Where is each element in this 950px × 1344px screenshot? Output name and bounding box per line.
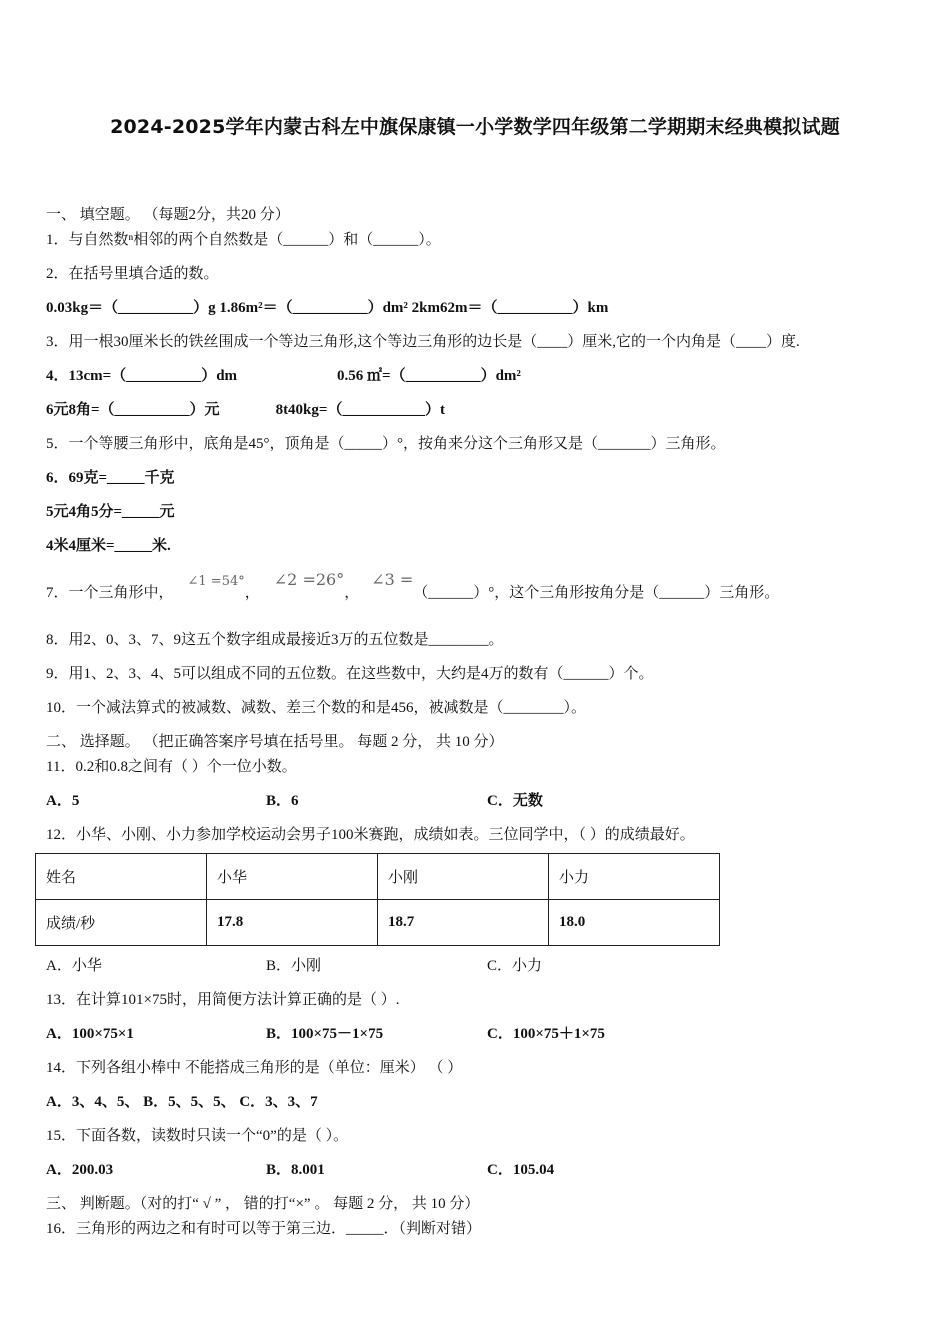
question-6a: 6．69克=_____千克 xyxy=(46,470,175,486)
option-a: A．5 xyxy=(46,793,80,809)
option-c: C．小力 xyxy=(487,958,543,974)
question-7 xyxy=(46,570,780,602)
question-6c: 4米4厘米=_____米. xyxy=(46,538,171,554)
question-4-yuan: 6元8角=（__________）元 xyxy=(46,402,220,418)
question-4-row-1 xyxy=(46,364,521,385)
question-7-separator: ， xyxy=(344,585,360,601)
angle-2-value: ∠2 =26° xyxy=(273,570,345,589)
option-a: A．100×75×1 xyxy=(46,1026,134,1042)
option-b: B．100×75－1×75 xyxy=(266,1026,384,1042)
question-14: 14．下列各组小棒中 不能搭成三角形的是（单位：厘米） （ ） xyxy=(46,1060,463,1076)
question-8: 8．用2、0、3、7、9这五个数字组成最接近3万的五位数是________。 xyxy=(46,632,504,648)
question-16: 16．三角形的两边之和有时可以等于第三边．_____．（判断对错） xyxy=(46,1221,482,1237)
question-2-conversions: 0.03kg＝（__________）g 1.86m²＝（__________）dm² 2km62m＝（__________）km xyxy=(46,300,609,316)
question-10: 10．一个减法算式的被减数、减数、差三个数的和是456，被减数是（________）。 xyxy=(46,700,587,716)
question-6b: 5元4角5分=_____元 xyxy=(46,504,175,520)
question-7-prefix: 7．一个三角形中， xyxy=(46,585,174,601)
table-cell: 18.0 xyxy=(549,900,720,946)
page-title: 2024-2025学年内蒙古科左中旗保康镇一小学数学四年级第二学期期末经典模拟试题 xyxy=(110,116,840,138)
angle-3-value: ∠3 = xyxy=(371,570,414,589)
question-2: 2．在括号里填合适的数。 xyxy=(46,266,219,282)
option-b: B．6 xyxy=(266,793,299,809)
question-7-suffix: （______）°，这个三角形按角分是（______）三角形。 xyxy=(413,585,780,601)
option-c: C．105.04 xyxy=(487,1162,555,1178)
option-a: A．200.03 xyxy=(46,1162,114,1178)
question-5: 5．一个等腰三角形中，底角是45°，顶角是（_____）°，按角来分这个三角形又是（_______）三角形。 xyxy=(46,436,726,452)
option-b: B．8.001 xyxy=(266,1162,325,1178)
table-header-row xyxy=(36,854,720,900)
table-row xyxy=(36,900,720,946)
section-2-heading: 二、 选择题。 （把正确答案序号填在括号里。 每题 2 分， 共 10 分） xyxy=(46,734,504,750)
question-7-separator: ， xyxy=(244,585,260,601)
question-4-m2-to-dm2: 0.56 ㎡=（__________）dm² xyxy=(337,368,521,384)
question-1: 1．与自然数ⁿ相邻的两个自然数是（______）和（______）。 xyxy=(46,232,441,248)
table-cell: 18.7 xyxy=(378,900,549,946)
option-a: A．小华 xyxy=(46,958,102,974)
table-cell: 小力 xyxy=(549,854,720,900)
question-4-tons: 8t40kg=（___________）t xyxy=(275,402,445,418)
question-11: 11．0.2和0.8之间有（ ）个一位小数。 xyxy=(46,759,297,775)
section-1-heading: 一、 填空题。 （每题2分，共20 分） xyxy=(46,207,290,223)
question-3: 3．用一根30厘米长的铁丝围成一个等边三角形,这个等边三角形的边长是（____）厘米,它的一个内角是（____）度. xyxy=(46,334,800,350)
angle-1-value: ∠1 =54° xyxy=(187,574,245,589)
table-cell: 成绩/秒 xyxy=(36,900,207,946)
results-table xyxy=(35,853,720,946)
table-cell: 小刚 xyxy=(378,854,549,900)
question-14-options: A．3、4、5、 B．5、5、5、 C．3、3、7 xyxy=(46,1094,318,1110)
table-cell: 姓名 xyxy=(36,854,207,900)
question-4-row-2 xyxy=(46,398,445,419)
question-13: 13．在计算101×75时，用简便方法计算正确的是（ ）. xyxy=(46,992,400,1008)
question-12: 12．小华、小刚、小力参加学校运动会男子100米赛跑，成绩如表。三位同学中，（ ）的成绩最好。 xyxy=(46,827,695,843)
option-c: C．无数 xyxy=(487,793,543,809)
option-b: B．小刚 xyxy=(266,958,322,974)
option-c: C．100×75＋1×75 xyxy=(487,1026,605,1042)
section-3-heading: 三、 判断题。（对的打“ √ ” ， 错的打“×” 。 每题 2 分， 共 10 分） xyxy=(46,1196,480,1212)
question-15: 15．下面各数，读数时只读一个“0”的是（ ）。 xyxy=(46,1128,349,1144)
table-cell: 小华 xyxy=(207,854,378,900)
table-cell: 17.8 xyxy=(207,900,378,946)
question-4-cm-to-dm: 4．13cm=（__________）dm xyxy=(46,368,238,384)
question-9: 9．用1、2、3、4、5可以组成不同的五位数。在这些数中，大约是4万的数有（______）个。 xyxy=(46,666,654,682)
